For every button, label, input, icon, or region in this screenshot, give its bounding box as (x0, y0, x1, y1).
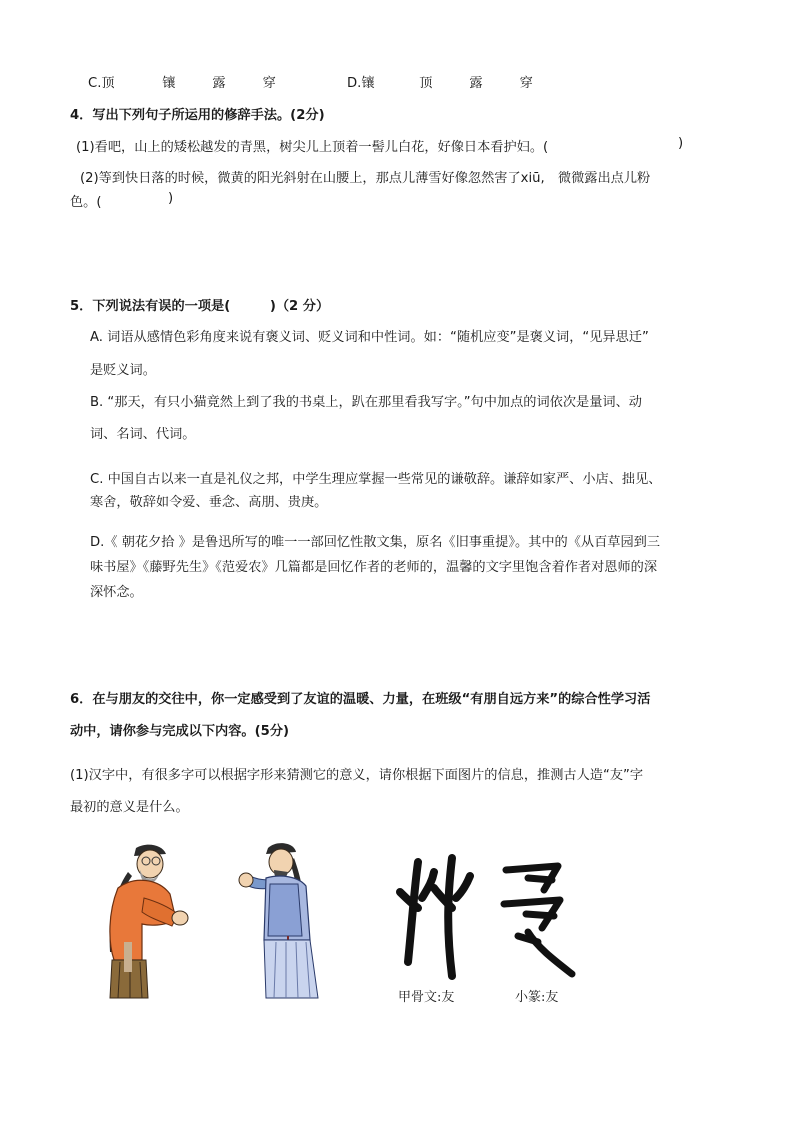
option-d-word-3: 露 (469, 76, 483, 91)
q5-option-d-line-2: 味书屋》《藤野先生》《范爱农》几篇都是回忆作者的老师的，温馨的文字里饱含着作者对恩师的深 (90, 560, 658, 575)
q4-title: 4．写出下列句子所运用的修辞手法。(2分) (70, 108, 325, 123)
q5-option-b-line-2: 词、名词、代词。 (90, 427, 196, 442)
q5-option-d-line-1: D.《 朝花夕拾 》是鲁迅所写的唯一一部回忆性散文集，原名《旧事重提》。其中的《从百草园到三 (90, 535, 661, 550)
q3-option-d (347, 72, 550, 91)
q3-option-c (88, 72, 293, 91)
option-c-word-3: 露 (212, 76, 226, 91)
q5-option-a-line-2: 是贬义词。 (90, 363, 156, 378)
small-seal-you-glyph (498, 856, 580, 982)
option-d-word-4: 穿 (519, 76, 533, 91)
q4-sentence-1: (1)看吧，山上的矮松越发的青黑，树尖儿上顶着一髻儿白花，好像日本看护妇。( (76, 140, 549, 155)
greeting-man-left-illustration (84, 842, 194, 1000)
greeting-man-right-illustration (236, 840, 336, 1000)
option-c-word-4: 穿 (262, 76, 276, 91)
q6-title-line-1: 6．在与朋友的交往中，你一定感受到了友谊的温暖、力量，在班级“有朋自远方来”的综合性学习活 (70, 692, 651, 707)
q5-title: 5．下列说法有误的一项是( )（2 分） (70, 299, 330, 314)
oracle-bone-caption: 甲骨文:友 (398, 990, 455, 1005)
q4-sentence-2-close: ) (168, 191, 174, 206)
q5-option-a-line-1: A. 词语从感情色彩角度来说有褒义词、贬义词和中性词。如：“随机应变”是褒义词，“见异思迁” (90, 330, 649, 345)
q4-sentence-2-line-2: 色。( (70, 195, 102, 210)
oracle-bone-you-glyph (394, 852, 476, 984)
q6-title-line-2: 动中，请你参与完成以下内容。(5分) (70, 724, 290, 739)
option-d-word-2: 顶 (419, 76, 433, 91)
q6-sub1-line-1: (1)汉字中，有很多字可以根据字形来猜测它的意义，请你根据下面图片的信息，推测古人造“友”字 (70, 768, 644, 783)
option-c-label: C.顶 (88, 76, 115, 91)
q5-option-c-line-2: 寒舍，敬辞如令爱、垂念、高朋、贵庚。 (90, 495, 328, 510)
q4-sentence-1-close: ) (678, 136, 684, 151)
q4-sentence-2-line-1: (2)等到快日落的时候，微黄的阳光斜射在山腰上，那点儿薄雪好像忽然害了xiū, 微微露出点儿粉 (80, 171, 651, 186)
option-d-label: D.镶 (347, 76, 375, 91)
option-c-word-2: 镶 (162, 76, 176, 91)
q5-option-d-line-3: 深怀念。 (90, 585, 143, 600)
small-seal-caption: 小篆:友 (515, 990, 559, 1005)
q5-option-c-line-1: C. 中国自古以来一直是礼仪之邦，中学生理应掌握一些常见的谦敬辞。谦辞如家严、小店、拙见、 (90, 472, 662, 487)
q6-sub1-line-2: 最初的意义是什么。 (70, 800, 189, 815)
q5-option-b-line-1: B. “那天，有只小猫竟然上到了我的书桌上，趴在那里看我写字。”句中加点的词依次是量词、动 (90, 395, 642, 410)
